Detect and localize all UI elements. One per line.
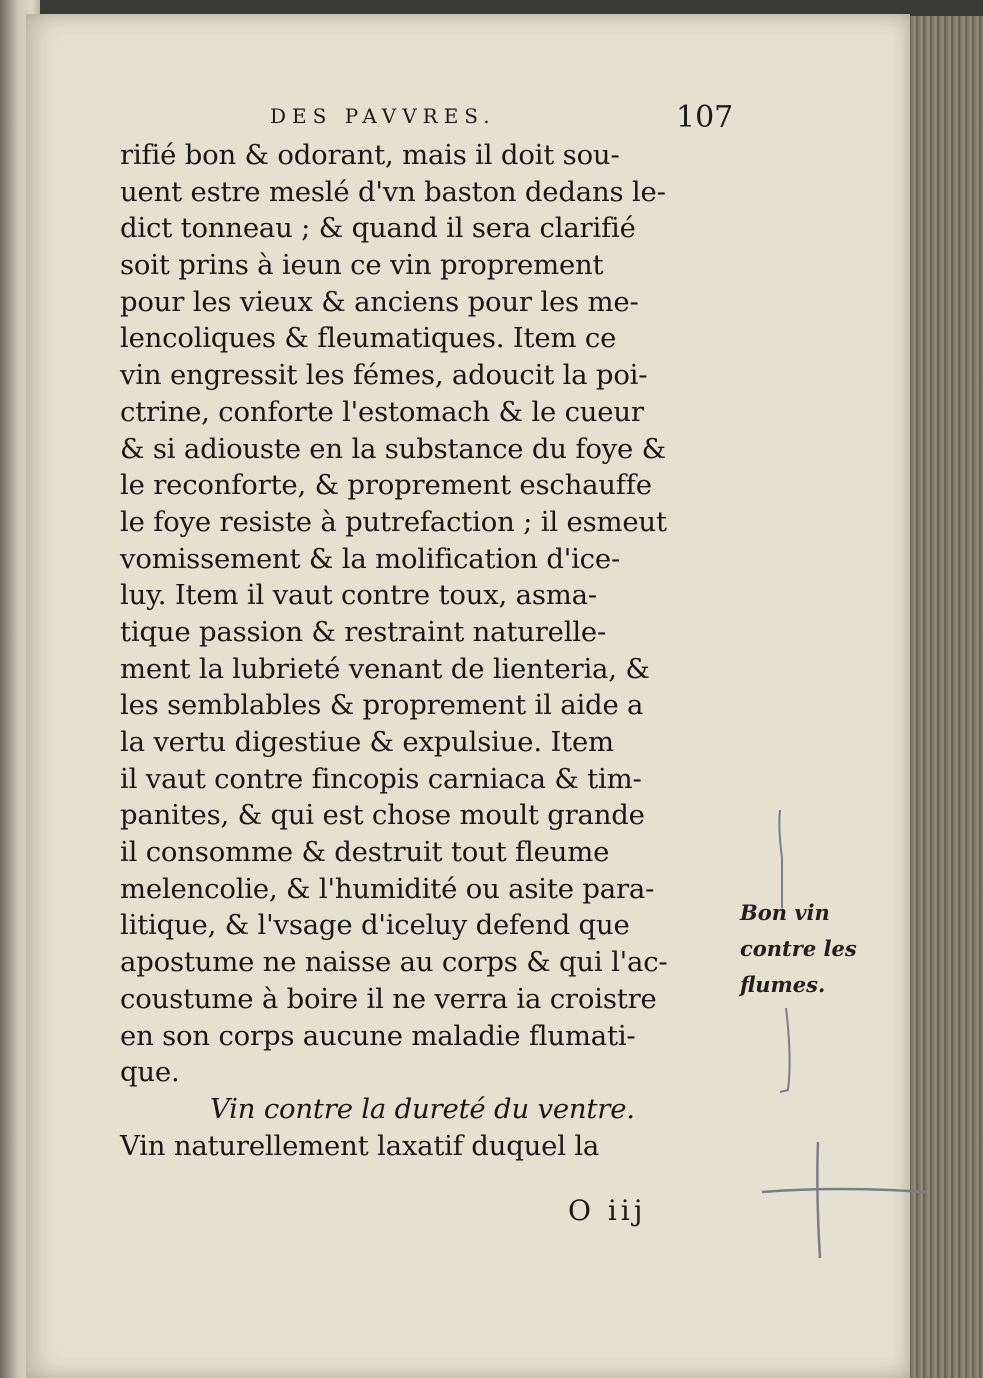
text-line: ctrine, conforte l'estomach & le cueur — [120, 395, 644, 428]
marginal-note-line: Bon vin — [740, 900, 830, 925]
text-line: & si adiouste en la substance du foye & — [120, 432, 666, 465]
pencil-cross-mark — [760, 1140, 930, 1260]
text-line: ment la lubrieté venant de lienteria, & — [120, 652, 650, 685]
text-line: dict tonneau ; & quand il sera clarifié — [120, 212, 636, 245]
text-line: panites, & qui est chose moult grande — [120, 799, 645, 832]
text-line: lencoliques & fleumatiques. Item ce — [120, 322, 617, 355]
main-text-block — [120, 137, 745, 1164]
page-number: 107 — [676, 100, 734, 135]
text-line: Vin naturellement laxatif duquel la — [120, 1129, 600, 1162]
text-line: soit prins à ieun ce vin proprement — [120, 249, 604, 282]
text-line: il consomme & destruit tout fleume — [120, 836, 610, 869]
text-line: les semblables & proprement il aide a — [120, 689, 644, 722]
text-line: apostume ne naisse au corps & qui l'ac- — [120, 946, 668, 979]
signature-mark: O iij — [568, 1194, 647, 1227]
section-subheading: Vin contre la dureté du ventre. — [210, 1092, 635, 1125]
text-line: que. — [120, 1056, 180, 1089]
text-line: coustume à boire il ne verra ia croistre — [120, 982, 657, 1015]
text-line: il vaut contre fincopis carniaca & tim- — [120, 762, 642, 795]
text-line: en son corps aucune maladie flumati- — [120, 1019, 636, 1052]
text-line: litique, & l'vsage d'iceluy defend que — [120, 909, 630, 942]
show-through-text — [778, 634, 918, 824]
text-line: le reconforte, & proprement eschauffe — [120, 469, 652, 502]
text-line: la vertu digestiue & expulsiue. Item — [120, 726, 614, 758]
text-line: tique passion & restraint naturelle- — [120, 615, 607, 648]
text-line: melencolie, & l'humidité ou asite para- — [120, 872, 655, 905]
text-line: vin engressit les fémes, adoucit la poi- — [120, 359, 648, 392]
text-line: luy. Item il vaut contre toux, asma- — [120, 579, 597, 612]
text-line: vomissement & la molification d'ice- — [120, 542, 621, 575]
text-line: le foye resiste à putrefaction ; il esmeut — [120, 505, 667, 538]
text-line: pour les vieux & anciens pour les me- — [120, 285, 639, 318]
marginal-note-line: flumes. — [740, 972, 826, 997]
running-title: DES PAVVRES. — [270, 104, 496, 128]
pencil-bracket-mark — [776, 808, 816, 1098]
text-line: uent estre meslé d'vn baston dedans le- — [120, 175, 666, 208]
marginal-note-line: contre les — [740, 936, 857, 961]
text-line: rifié bon & odorant, mais il doit sou- — [120, 139, 620, 171]
